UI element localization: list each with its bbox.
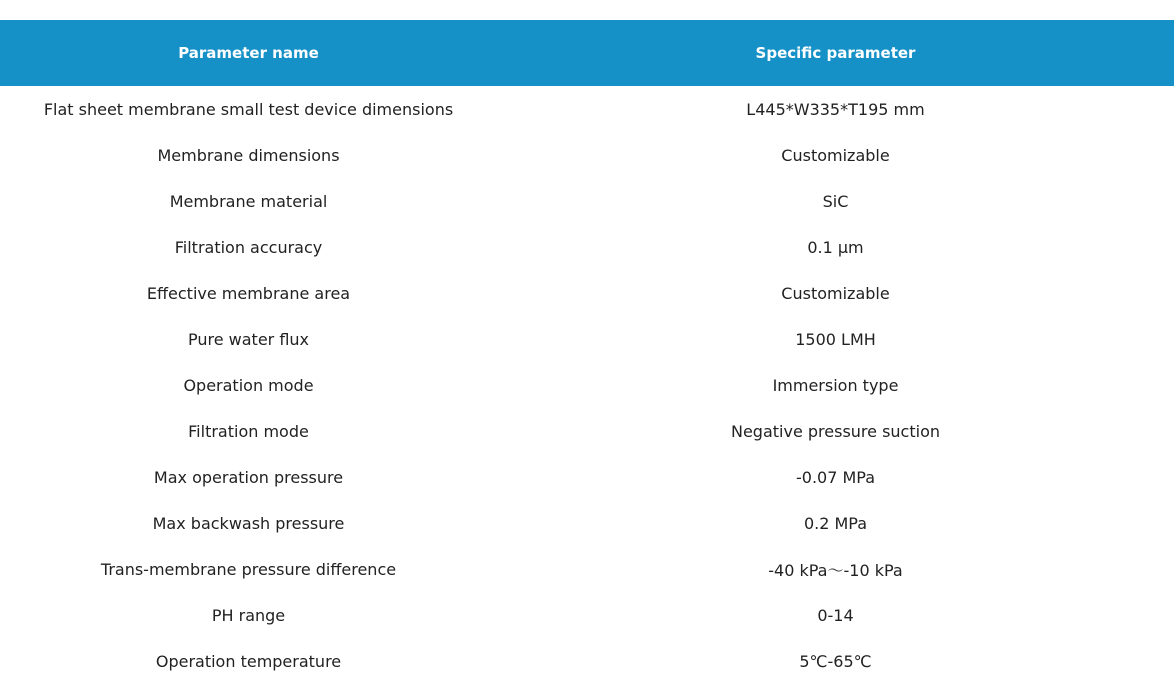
parameter-value-cell: 5℃-65℃ [799, 651, 872, 671]
parameter-name-cell: Filtration accuracy [174, 237, 323, 257]
parameter-value-cell: 0.2 MPa [803, 513, 868, 533]
table-row [0, 224, 1174, 270]
parameter-name-cell: Operation temperature [155, 651, 342, 671]
parameter-name-cell: Flat sheet membrane small test device dimensions [43, 99, 454, 119]
parameter-name-cell: Trans-membrane pressure difference [100, 559, 397, 579]
parameter-name-cell: Max backwash pressure [152, 513, 345, 533]
parameter-value-cell: 0-14 [817, 605, 854, 625]
table-header [0, 20, 1174, 86]
table-row [0, 500, 1174, 546]
table-row [0, 638, 1174, 684]
parameter-value-cell: L445*W335*T195 mm [746, 99, 925, 119]
table-row [0, 316, 1174, 362]
header-specific-parameter: Specific parameter [755, 44, 916, 62]
parameter-name-cell: Membrane dimensions [157, 145, 340, 165]
parameter-name-cell: Operation mode [183, 375, 314, 395]
parameter-name-cell: Membrane material [169, 191, 328, 211]
parameter-name-cell: Pure water flux [187, 329, 310, 349]
parameter-value-cell: Immersion type [772, 375, 899, 395]
parameter-name-cell: Filtration mode [188, 421, 309, 441]
table-row [0, 592, 1174, 638]
spec-table [0, 20, 1174, 684]
parameter-name-cell: PH range [211, 605, 286, 625]
parameter-name-cell: Effective membrane area [146, 283, 351, 303]
parameter-value-cell: -40 kPa～-10 kPa [768, 560, 903, 580]
table-row [0, 178, 1174, 224]
spec-table-container [0, 20, 1174, 684]
table-row [0, 270, 1174, 316]
table-row [0, 408, 1174, 454]
parameter-value-cell: Customizable [781, 145, 890, 165]
header-row [0, 20, 1174, 86]
table-row [0, 546, 1174, 592]
parameter-value-cell: 1500 LMH [795, 329, 876, 349]
table-row [0, 362, 1174, 408]
header-parameter-name: Parameter name [178, 44, 319, 62]
table-row [0, 132, 1174, 178]
parameter-value-cell: Customizable [781, 283, 890, 303]
parameter-name-cell: Max operation pressure [153, 467, 344, 487]
table-row [0, 86, 1174, 132]
parameter-value-cell: 0.1 μm [807, 237, 864, 257]
parameter-value-cell: Negative pressure suction [730, 421, 940, 441]
table-body [0, 86, 1174, 684]
parameter-value-cell: -0.07 MPa [795, 467, 876, 487]
parameter-value-cell: SiC [822, 191, 849, 211]
table-row [0, 454, 1174, 500]
